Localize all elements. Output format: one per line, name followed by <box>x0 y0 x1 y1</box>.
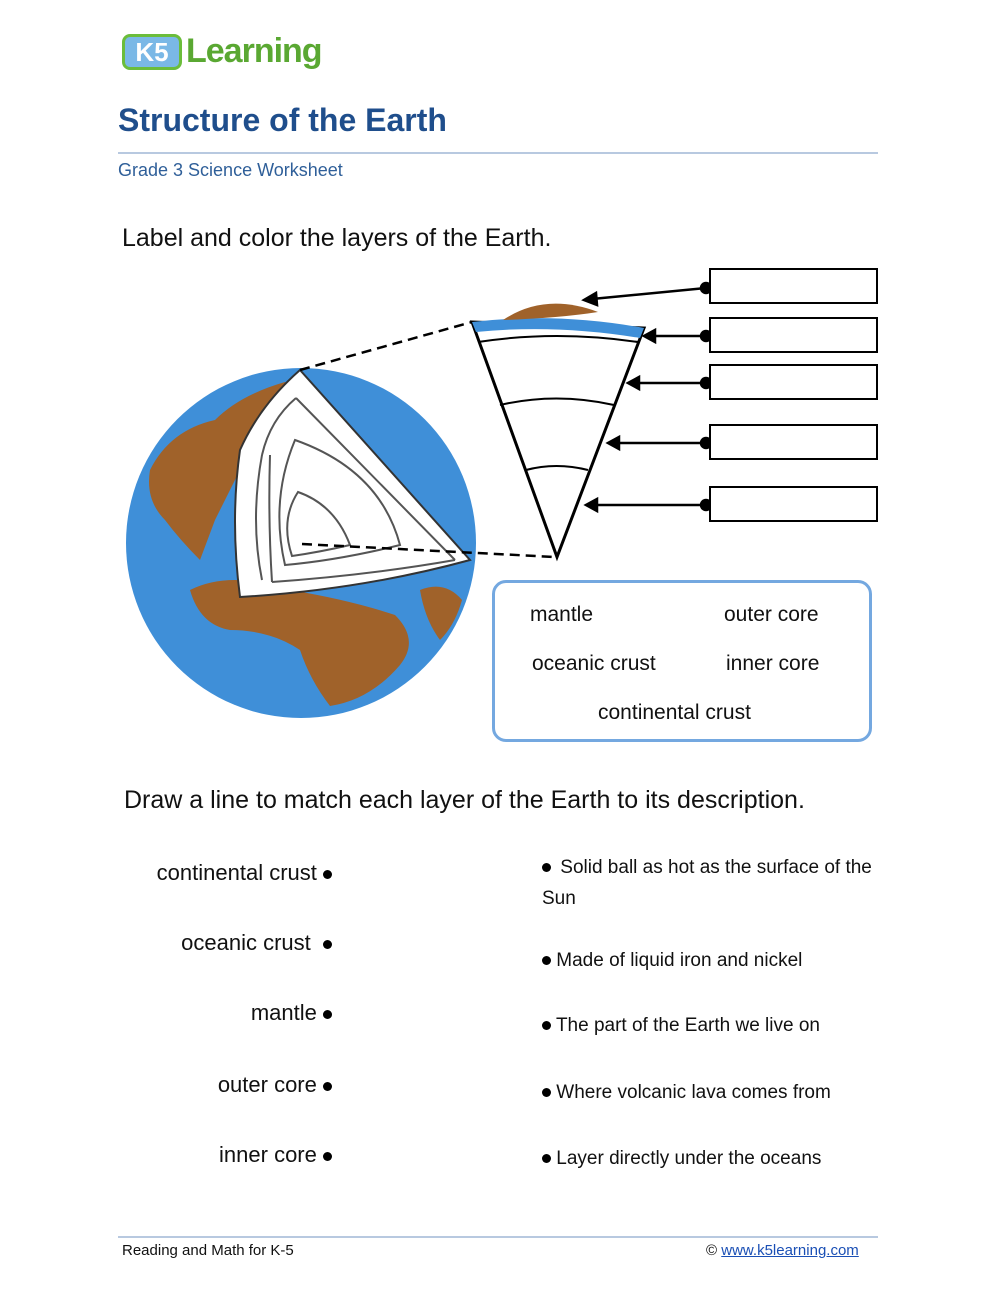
match-term-label: inner core <box>219 1142 317 1167</box>
bullet-dot[interactable] <box>542 1088 551 1097</box>
page-title: Structure of the Earth <box>118 102 447 138</box>
label-box-5[interactable] <box>709 486 878 522</box>
word-bank-item: inner core <box>726 652 820 675</box>
bullet-dot[interactable] <box>323 870 332 879</box>
bullet-dot[interactable] <box>323 940 332 949</box>
word-bank-item: outer core <box>724 603 819 626</box>
match-description-text: Layer directly under the oceans <box>556 1148 822 1169</box>
instruction-label-color: Label and color the layers of the Earth. <box>122 224 552 252</box>
match-term <box>251 1000 332 1026</box>
bullet-dot[interactable] <box>323 1082 332 1091</box>
match-description <box>542 1010 820 1041</box>
instruction-match: Draw a line to match each layer of the Earth to its description. <box>124 786 805 814</box>
footer-copyright <box>706 1242 859 1259</box>
match-description-text: The part of the Earth we live on <box>555 1015 820 1036</box>
match-description-text: Solid ball as hot as the surface of the Sun <box>542 857 872 909</box>
word-bank-item: mantle <box>530 603 594 626</box>
match-term-label: mantle <box>250 1000 317 1025</box>
match-term-label: oceanic crust <box>181 930 311 955</box>
match-description <box>542 945 802 976</box>
match-term-label: continental crust <box>156 860 317 885</box>
match-description-text: Where volcanic lava comes from <box>556 1082 831 1103</box>
wedge-continental-crust <box>503 304 598 320</box>
logo-badge: K5 <box>122 34 182 70</box>
word-bank-item: continental crust <box>598 701 751 724</box>
match-term <box>157 860 332 886</box>
footer-tagline: Reading and Math for K-5 <box>122 1242 294 1259</box>
word-bank-item: oceanic crust <box>532 652 656 675</box>
copyright-symbol: © <box>706 1242 718 1259</box>
match-description-text: Made of liquid iron and nickel <box>556 950 803 971</box>
footer-link[interactable]: www.k5learning.com <box>721 1242 859 1259</box>
bullet-dot[interactable] <box>542 863 551 872</box>
match-term <box>218 1072 332 1098</box>
match-description <box>542 852 887 914</box>
bullet-dot[interactable] <box>323 1152 332 1161</box>
match-term-label: outer core <box>217 1072 317 1097</box>
bullet-dot[interactable] <box>323 1010 332 1019</box>
bullet-dot[interactable] <box>542 956 551 965</box>
label-box-4[interactable] <box>709 424 878 460</box>
label-box-1[interactable] <box>709 268 878 304</box>
match-term <box>219 1142 332 1168</box>
match-description <box>542 1143 821 1174</box>
match-term <box>181 930 332 956</box>
match-description <box>542 1077 831 1108</box>
label-box-2[interactable] <box>709 317 878 353</box>
page-subtitle: Grade 3 Science Worksheet <box>118 160 343 180</box>
logo-word: Learning <box>186 32 322 70</box>
footer-divider <box>118 1236 878 1238</box>
bullet-dot[interactable] <box>542 1154 551 1163</box>
word-bank <box>492 580 872 742</box>
bullet-dot[interactable] <box>542 1021 551 1030</box>
label-box-3[interactable] <box>709 364 878 400</box>
